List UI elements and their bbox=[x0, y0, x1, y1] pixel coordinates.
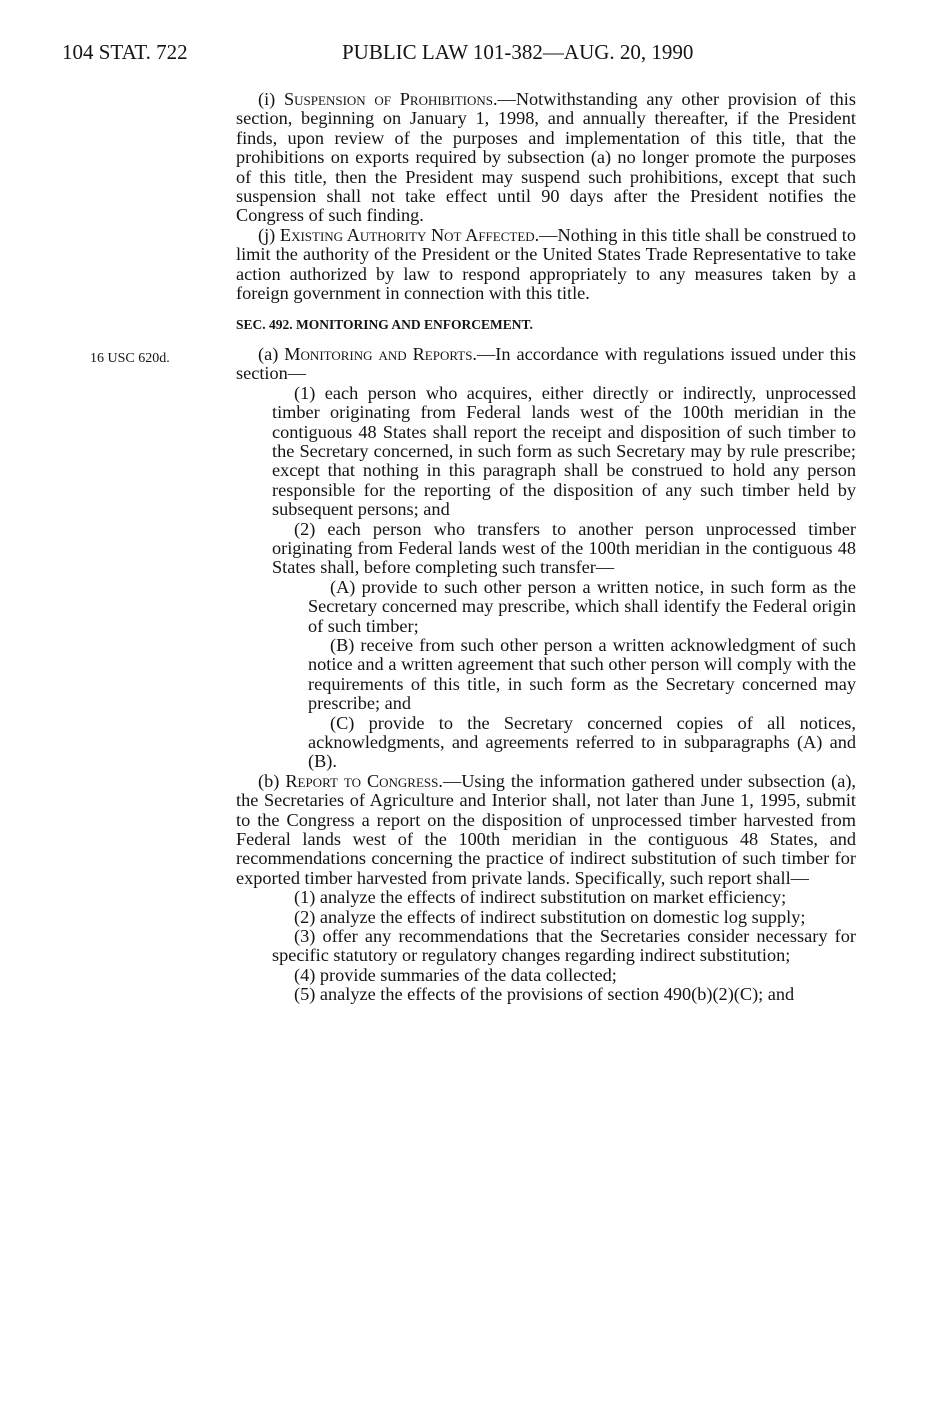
paragraph-i bbox=[236, 90, 856, 226]
paragraph-j-label: (j) bbox=[258, 224, 276, 245]
paragraph-i-text: —Notwithstanding any other provision of this section, beginning on January 1, 1998, and annually thereafter, if the President finds, upon review of the purposes and implementation of this title, that the prohibitions on exports required by subsection (a) no longer promote the purposes of this title, then the President may suspend such prohibitions, except that such suspension shall not take effect until 90 days after the President notifies the Congress of such finding. bbox=[236, 89, 856, 226]
subsection-a-heading: Monitoring and Reports. bbox=[284, 343, 477, 364]
paragraph-i-label: (i) bbox=[258, 89, 276, 109]
paragraph-j bbox=[236, 226, 856, 304]
subsection-b-text: —Using the information gathered under subsection (a), the Secretaries of Agriculture and Interior shall, not later than June 1, 1995, submit to the Congress a report on the disposition of unprocessed timber harvested from Federal lands west of the 100th meridian in the contiguous 48 States, and recommendations concerning the practice of indirect substitution of such timber for exported timber harvested from private lands. Specifically, such report shall— bbox=[236, 770, 856, 888]
subsection-a bbox=[236, 345, 856, 384]
subsection-a-subitem-a: (A) provide to such other person a written notice, in such form as the Secretary concerned may prescribe, which shall identify the Federal origin of such timber; bbox=[308, 576, 856, 636]
paragraph-j-heading: Existing Authority Not Affected. bbox=[279, 224, 540, 245]
subsection-a-item-1: (1) each person who acquires, either directly or indirectly, unprocessed timber originating from Federal lands west of the 100th meridian in the contiguous 48 States shall report the receipt and disposition of such timber to the Secretary concerned, in such form as such Secretary may by rule prescribe; except that nothing in this paragraph shall be construed to hold any person responsible for the reporting of the disposition of any such timber held by subsequent persons; and bbox=[272, 382, 856, 520]
page-header bbox=[62, 40, 862, 74]
subsection-b-item-2: (2) analyze the effects of indirect substitution on domestic log supply; bbox=[294, 906, 806, 927]
subsection-b-item-4: (4) provide summaries of the data collected; bbox=[294, 964, 617, 985]
subsection-a-text: —In accordance with regulations issued under this section— bbox=[236, 343, 856, 384]
section-heading: SEC. 492. MONITORING AND ENFORCEMENT. bbox=[236, 317, 533, 333]
subsection-a-subitem-b: (B) receive from such other person a written acknowledgment of such notice and a written agreement that such other person will comply with the requirements of this title, in such form as the Secretary concerned may prescribe; and bbox=[308, 634, 856, 714]
subsection-a-subitem-c: (C) provide to the Secretary concerned copies of all notices, acknowledgments, and agreements referred to in subparagraphs (A) and (B). bbox=[308, 712, 856, 772]
subsection-b bbox=[236, 772, 856, 888]
subsection-b-item-3: (3) offer any recommendations that the Secretaries consider necessary for specific statutory or regulatory changes regarding indirect substitution; bbox=[272, 926, 856, 966]
usc-margin-note: 16 USC 620d. bbox=[90, 351, 170, 366]
subsection-b-item-5: (5) analyze the effects of the provisions of section 490(b)(2)(C); and bbox=[294, 984, 795, 1005]
subsection-b-heading: Report to Congress. bbox=[285, 770, 443, 791]
subsection-b-item-1: (1) analyze the effects of indirect substitution on market efficiency; bbox=[294, 887, 787, 908]
paragraph-j-text: —Nothing in this title shall be construed to limit the authority of the President or the United States Trade Representative to take action authorized by law to respond appropriately to any measures taken by a foreign government in connection with this title. bbox=[236, 224, 856, 304]
public-law-title: PUBLIC LAW 101-382—AUG. 20, 1990 bbox=[342, 40, 694, 64]
subsection-a-item-2: (2) each person who transfers to another person unprocessed timber originating from Federal lands west of the 100th meridian in the contiguous 48 States shall, before completing such transfer— bbox=[272, 518, 856, 578]
body-text bbox=[236, 90, 856, 1005]
paragraph-i-heading: Suspension of Prohibitions. bbox=[284, 89, 498, 109]
subsection-a-label: (a) bbox=[258, 343, 279, 364]
statute-reference: 104 STAT. 722 bbox=[62, 40, 188, 64]
subsection-b-label: (b) bbox=[258, 770, 280, 791]
